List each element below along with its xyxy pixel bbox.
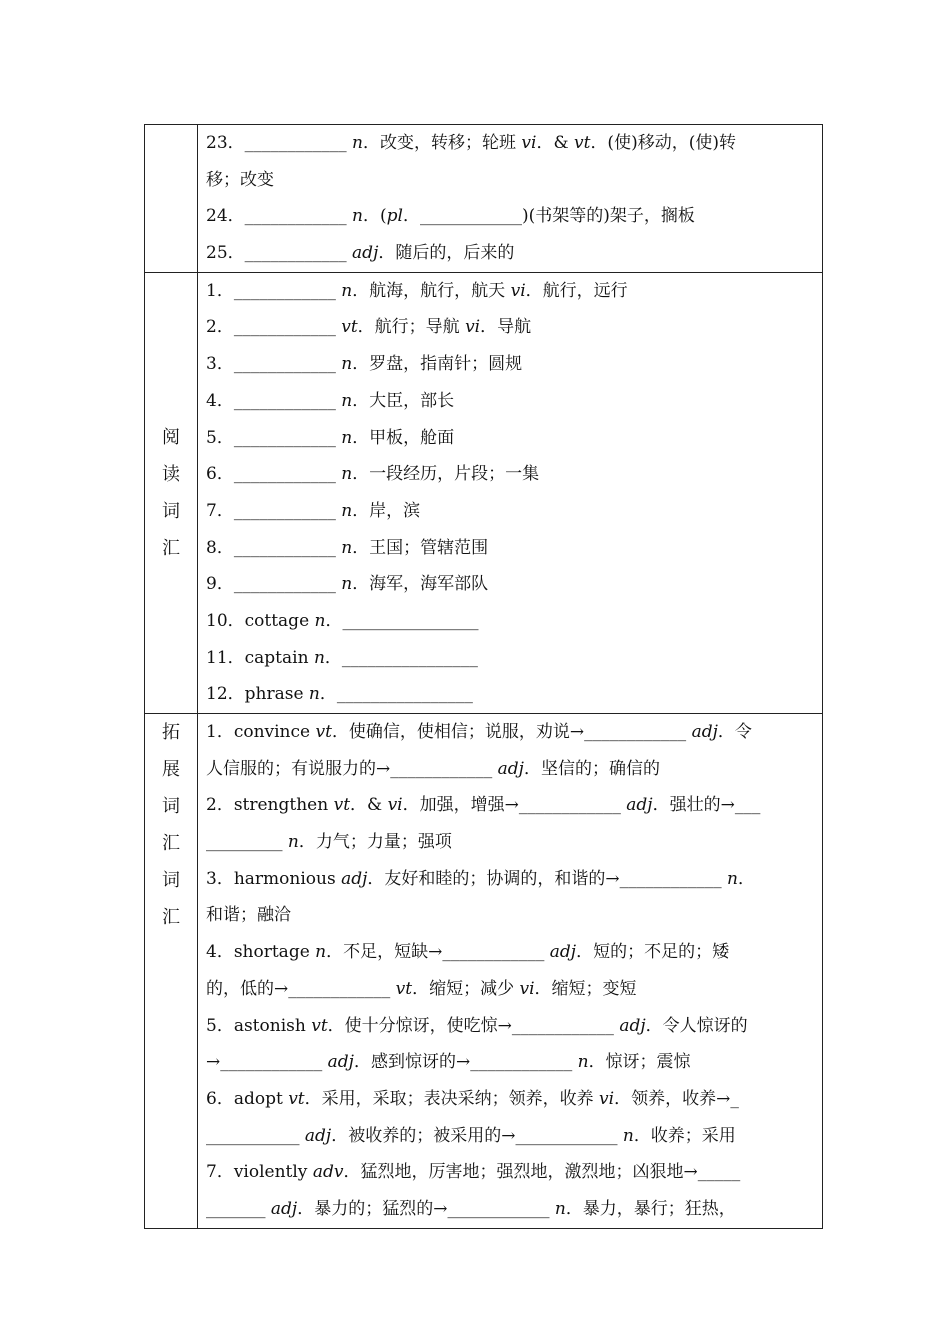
section-content-extended bbox=[198, 714, 823, 1229]
vocab-line: 2．____________ vt．航行；导航 vi．导航 bbox=[206, 317, 532, 338]
vocab-line: 4．____________ n．大臣，部长 bbox=[206, 390, 455, 411]
vertical-label-char: 拓 bbox=[162, 722, 180, 743]
vocab-line: ___________ adj．被收养的；被采用的→____________ n．收养；采用 bbox=[206, 1125, 736, 1146]
vocab-line: 和谐；融洽 bbox=[206, 905, 291, 926]
section-label-extended bbox=[145, 714, 198, 1229]
vocab-line: _________ n．力气；力量；强项 bbox=[206, 832, 452, 853]
vertical-label-char: 汇 bbox=[162, 537, 180, 559]
section-content-continued bbox=[198, 125, 823, 273]
vocab-line: 3．____________ n．罗盘，指南针；圆规 bbox=[206, 354, 523, 375]
vocab-line: 1．____________ n．航海，航行，航天 vi．航行，远行 bbox=[206, 280, 628, 301]
vocab-line: 7．violently adv．猛烈地，厉害地；强烈地，激烈地；凶狠地→_____ bbox=[206, 1162, 741, 1183]
vocab-line: 25．____________ adj．随后的，后来的 bbox=[206, 243, 515, 264]
vocab-line: 12．phrase n．________________ bbox=[206, 684, 473, 705]
vocab-line: 8．____________ n．王国；管辖范围 bbox=[206, 537, 489, 558]
vertical-label-char: 汇 bbox=[162, 907, 180, 928]
vertical-label bbox=[145, 419, 197, 567]
vocab-line: →____________ adj．感到惊讶的→____________ n．惊讶；震惊 bbox=[206, 1052, 691, 1073]
vocab-line: 5．astonish vt．使十分惊讶，使吃惊→____________ adj．令人惊讶的 bbox=[206, 1015, 748, 1036]
vocab-line: 5．____________ n．甲板，舱面 bbox=[206, 427, 455, 448]
vocab-line: 9．____________ n．海军，海军部队 bbox=[206, 574, 489, 595]
section-row-reading bbox=[145, 272, 823, 713]
vocab-line: 24．____________ n．(pl．____________)(书架等的)架子，搁板 bbox=[206, 206, 695, 227]
section-content-reading bbox=[198, 272, 823, 713]
vertical-label-char: 阅 bbox=[162, 426, 180, 448]
vertical-label-char: 词 bbox=[162, 870, 180, 891]
vocab-line: 6．adopt vt．采用，采取；表决采纳；领养，收养 vi．领养，收养→_ bbox=[206, 1088, 739, 1109]
vertical-label bbox=[145, 714, 197, 936]
vocab-line: 的，低的→____________ vt．缩短；减少 vi．缩短；变短 bbox=[206, 978, 637, 999]
vocab-line: 6．____________ n．一段经历，片段；一集 bbox=[206, 464, 540, 485]
vertical-label-char: 汇 bbox=[162, 833, 180, 854]
section-row-extended bbox=[145, 714, 823, 1229]
vocab-line: 10．cottage n．________________ bbox=[206, 610, 479, 631]
vocabulary-table bbox=[144, 124, 823, 1229]
section-row-continued bbox=[145, 125, 823, 273]
vocab-line: _______ adj．暴力的；猛烈的→____________ n．暴力，暴行；狂热， bbox=[206, 1198, 736, 1219]
vocab-line: 23．____________ n．改变，转移；轮班 vi．& vt．(使)移动，(使)转 bbox=[206, 133, 736, 153]
vertical-label-char: 读 bbox=[162, 463, 180, 485]
vocab-line: 4．shortage n．不足，短缺→____________ adj．短的；不足的；矮 bbox=[206, 942, 730, 963]
vocab-line: 7．____________ n．岸，滨 bbox=[206, 500, 421, 521]
vertical-label-char: 展 bbox=[162, 759, 180, 780]
vocab-line: 3．harmonious adj．友好和睦的；协调的，和谐的→____________ n． bbox=[206, 868, 755, 889]
vocab-line: 11．captain n．________________ bbox=[206, 647, 478, 668]
vertical-label-char: 词 bbox=[162, 500, 180, 522]
section-label-reading bbox=[145, 272, 198, 713]
section-label-empty bbox=[145, 125, 198, 273]
vertical-label-char: 词 bbox=[162, 796, 180, 817]
vocab-line: 移；改变 bbox=[206, 169, 274, 190]
vocab-line: 2．strengthen vt．& vi．加强，增强→____________ adj．强壮的→___ bbox=[206, 795, 761, 816]
vocab-line: 人信服的；有说服力的→____________ adj．坚信的；确信的 bbox=[206, 758, 660, 779]
vocab-line: 1．convince vt．使确信，使相信；说服，劝说→____________ adj．令 bbox=[206, 722, 752, 742]
